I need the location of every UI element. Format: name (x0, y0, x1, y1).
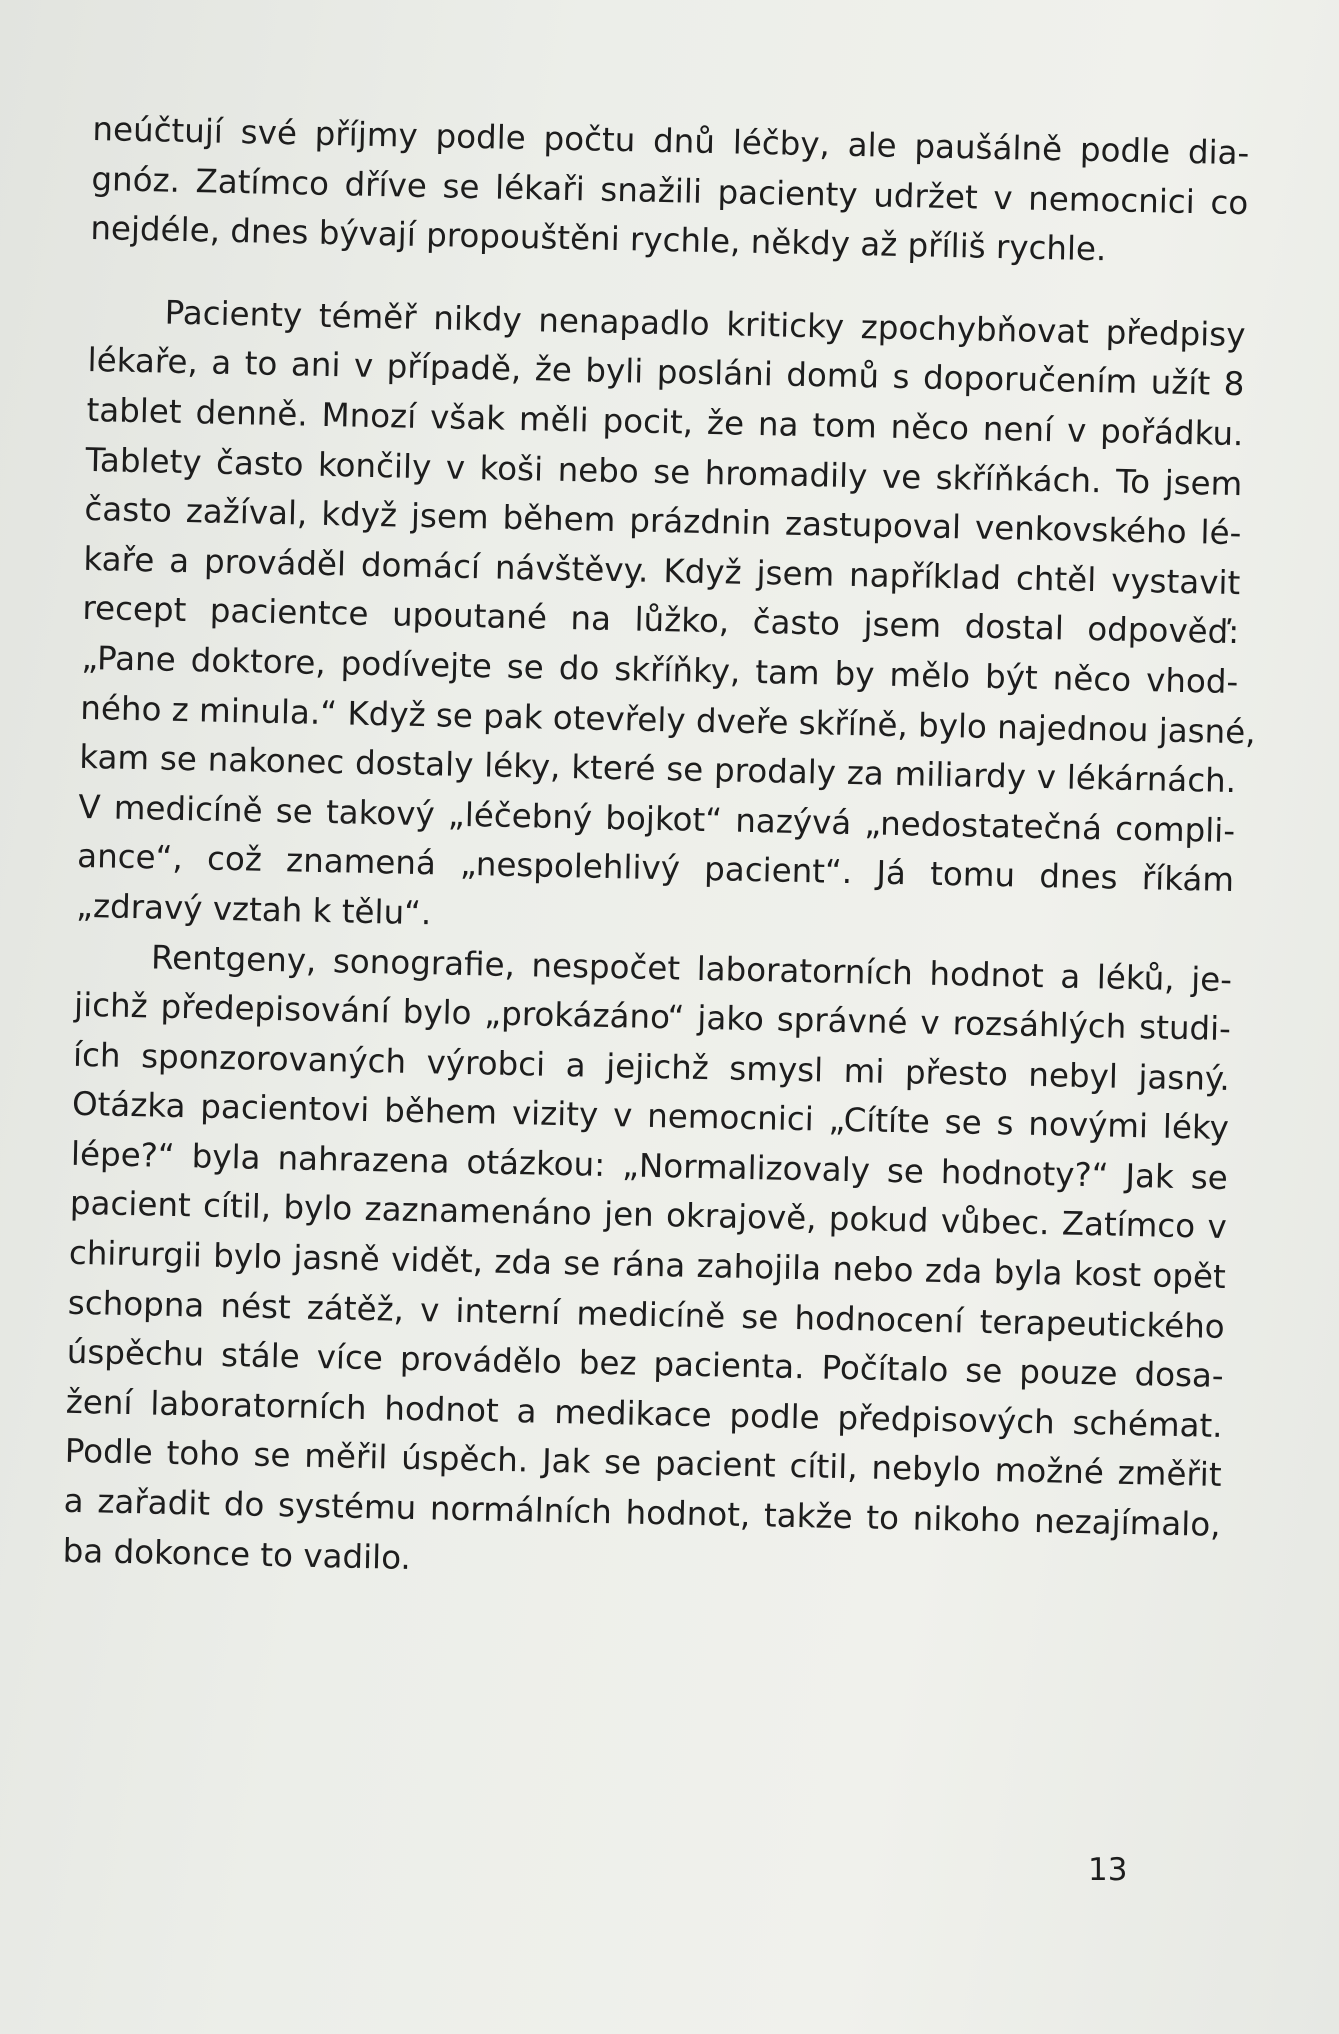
text-line: často zažíval, když jsem během prázdnin zastupoval venkovského lé- (84, 490, 1242, 553)
text-line: V medicíně se takový „léčebný bojkot“ nazývá „nedostatečná compli- (77, 787, 1236, 850)
text-line: kam se nakonec dostaly léky, které se prodaly za miliardy v lékárnách. (78, 737, 1237, 801)
text-line: Otázka pacientovi během vizity v nemocnici „Cítíte se s novými léky (71, 1085, 1230, 1148)
text-line: ného z minula.“ Když se pak otevřely dveře skříně, bylo najednou jasné, (79, 688, 1256, 752)
paragraph-3 (62, 931, 1232, 1600)
text-line: Pacienty téměř nikdy nenapadlo kriticky zpochybňovat předpisy (164, 293, 1246, 354)
text-line: chirurgii bylo jasně vidět, zda se rána zahojila nebo zda byla kost opět (68, 1233, 1227, 1297)
text-line: nejdéle, dnes bývají propouštěni rychle, někdy až příliš rychle. (90, 209, 1107, 269)
text-line: ích sponzorovaných výrobci a jejichž smysl mi přesto nebyl jasný. (72, 1035, 1231, 1098)
body-text (62, 105, 1256, 1600)
text-line: neúčtují své příjmy podle počtu dnů léčby, ale paušálně podle dia- (92, 109, 1250, 173)
text-line: „Pane doktore, podívejte se do skříňky, tam by mělo být něco vhod- (81, 638, 1239, 702)
text-line: tablet denně. Mnozí však měli pocit, že na tom něco není v pořádku. (86, 390, 1244, 454)
text-line: „zdravý vztah k tělu“. (75, 886, 432, 933)
text-line: Tablety často končily v koši nebo se hromadily ve skříňkách. To jsem (85, 440, 1243, 503)
text-line: jichž předepisování bylo „prokázáno“ jako správné v rozsáhlých studi- (73, 985, 1232, 1049)
text-line: kaře a prováděl domácí návštěvy. Když jsem například chtěl vystavit (83, 539, 1241, 602)
text-line: pacient cítil, bylo zaznamenáno jen okrajově, pokud vůbec. Zatímco v (69, 1184, 1228, 1247)
page-number: 13 (1088, 1852, 1128, 1888)
paragraph-2 (75, 287, 1256, 956)
text-line: úspěchu stále více provádělo bez pacienta. Počítalo se pouze dosa- (66, 1332, 1225, 1396)
text-line: a zařadit do systému normálních hodnot, takže to nikoho nezajímalo, (63, 1481, 1221, 1544)
text-line: Podle toho se měřil úspěch. Jak se pacient cítil, nebylo možné změřit (64, 1432, 1222, 1495)
text-line: gnóz. Zatímco dříve se lékaři snažili pacienty udržet v nemocnici co (91, 159, 1249, 222)
text-line: schopna nést zátěž, v interní medicíně se hodnocení terapeutického (67, 1283, 1226, 1346)
text-line: Rentgeny, sonografie, nespočet laboratorních hodnot a léků, je- (150, 937, 1233, 999)
text-line: recept pacientce upoutané na lůžko, často jsem dostal odpověď: (82, 589, 1240, 652)
paragraph-1 (90, 105, 1250, 278)
text-line: lékaře, a to ani v případě, že byli posláni domů s doporučením užít 8 (87, 341, 1245, 404)
text-line: žení laboratorních hodnot a medikace podle předpisových schémat. (65, 1382, 1223, 1445)
text-line: lépe?“ byla nahrazena otázkou: „Normalizovaly se hodnoty?“ Jak se (70, 1134, 1229, 1197)
text-line: ba dokonce to vadilo. (62, 1531, 412, 1577)
text-line: ance“, což znamená „nespolehlivý pacient“. Já tomu dnes říkám (76, 837, 1235, 900)
